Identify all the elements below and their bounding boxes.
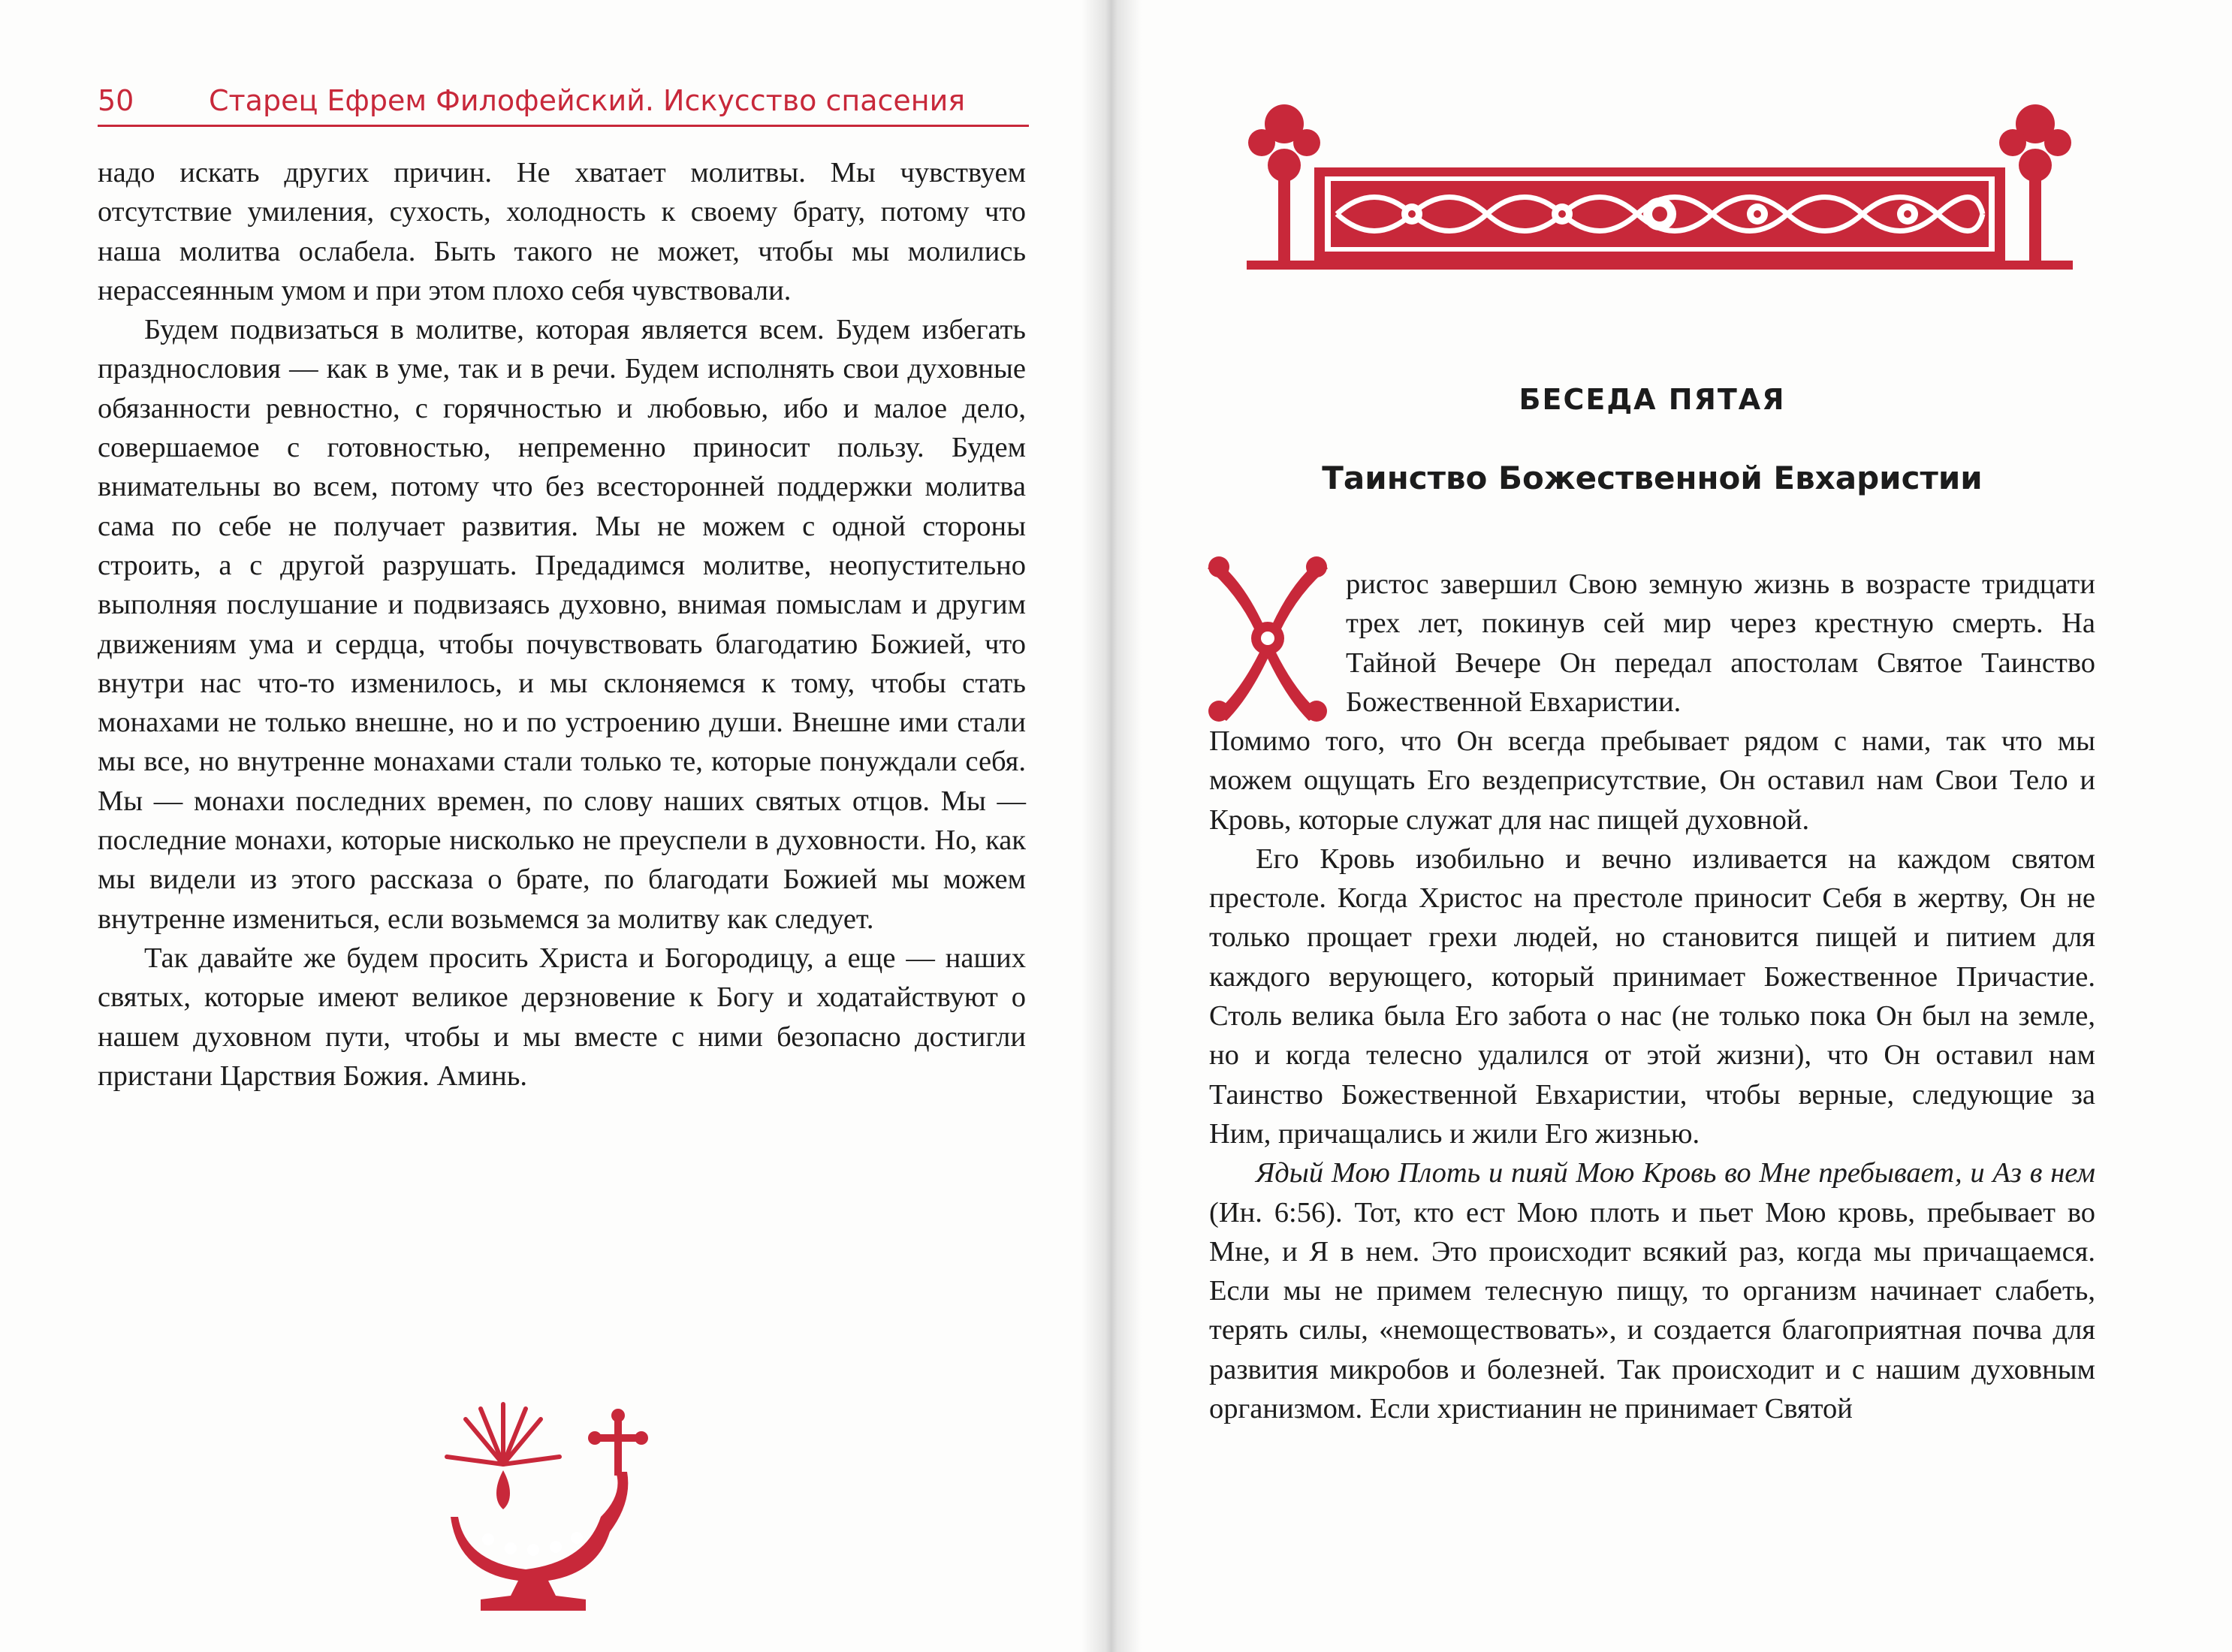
book-gutter — [1081, 0, 1142, 1652]
right-paragraph-1-rest: Помимо того, что Он всегда пребывает рядом с нами, так что мы можем ощущать Его вездеприсутствие, Он оставил нам Свои Тело и Кровь, которые служат для нас пищей духовной. — [1209, 725, 2095, 836]
page-number: 50 — [98, 84, 134, 117]
dropcap-paragraph-lines — [1346, 565, 2095, 722]
scripture-quote: Ядый Мою Плоть и пияй Мою Кровь во Мне пребывает, и Аз в нем — [1256, 1157, 2095, 1189]
right-paragraph-2: Его Кровь изобильно и вечно изливается на каждом святом престоле. Когда Христос на престоле приносит Себя в жертву, Он не только прощает грехи людей, но становится пищей и питием для каждого верующего, который принимает Божественное Причастие. Столь велика была Его забота о нас (не только пока Он был на земле, но и когда телесно удалился от этой жизни), что Он оставил нам Таинство Божественной Евхаристии, чтобы верные, следующие за Ним, причащались и жили Его жизнью. — [1209, 843, 2095, 1150]
running-head — [98, 81, 1029, 127]
right-text — [1209, 722, 2095, 1428]
dropcap-ornament — [1200, 552, 1335, 725]
conversation-label: БЕСЕДА ПЯТАЯ — [1519, 383, 1786, 416]
right-paragraph-3 — [1209, 1153, 2095, 1428]
left-paragraph-1: надо искать других причин. Не хватает молитвы. Мы чувствуем отсутствие умиления, сухость, холодность к своему брату, потому что наша молитва ослабела. Быть такого не может, чтобы мы молились нерассеянным умом и при этом плохо себя чувствовали. — [98, 157, 1026, 306]
dropcap-text: ристос завершил Свою земную жизнь в возрасте тридцати трех лет, покинув сей мир через крестную смерть. На Тайной Вечере Он передал апостолам Святое Таинство Божественной Евхаристии. — [1346, 568, 2095, 718]
oil-lamp-icon — [436, 1382, 676, 1629]
conversation-title: Таинство Божественной Евхаристии — [1322, 460, 1983, 496]
left-paragraph-2: Будем подвизаться в молитве, которая является всем. Будем избегать празднословия — как в уме, так и в речи. Будем исполнять свои духовные обязанности ревностно, с горячностью и любовью, ибо и малое дело, совершаемое с готовностью, непременно приносит пользу. Будем внимательны во всем, потому что без всесторонней поддержки молитва сама по себе не получает развития. Мы не можем с одной стороны строить, а с другой разрушать. Предадимся молитве, неопустительно выполняя послушание и подвизаясь духовно, внимая помыслам и другим движениям ума и сердца, чтобы почувствовать благодатию Божией, что внутри нас что-то изменилось, и мы склоняемся к тому, чтобы стать монахами не только внешне, но и по устроению души. Внешне ими стали мы все, но внутренне монахами стали только те, которые понуждали себя. Мы — монахи последних времен, по слову наших святых отцов. Мы — последние монахи, которые нисколько не преуспели в духовности. Но, как мы видели из этого рассказа о брате, по благодати Божией мы можем внутренне измениться, если возьмемся за молитву как следует. — [98, 314, 1026, 935]
right-paragraph-3-rest: (Ин. 6:56). Тот, кто ест Мою плоть и пьет Мою кровь, пребывает во Мне, и Я в нем. Это происходит всякий раз, когда мы причащаемся. Если мы не примем телесную пищу, то организм начинает слабеть, терять силы, «немоществовать», и создается благоприятная почва для развития микробов и болезней. Так происходит и с нашим духовным организмом. Если христианин не принимает Святой — [1209, 1196, 2095, 1425]
headpiece-ornament — [1232, 94, 2088, 282]
left-text — [98, 153, 1026, 1096]
running-title: Старец Ефрем Филофейский. Искусство спасения — [209, 84, 966, 117]
left-paragraph-3: Так давайте же будем просить Христа и Богородицу, а еще — наших святых, которые имеют великое дерзновение к Богу и ходатайствуют о нашем духовном пути, чтобы и мы вместе с ними безопасно достигли пристани Царствия Божия. Аминь. — [98, 942, 1026, 1092]
